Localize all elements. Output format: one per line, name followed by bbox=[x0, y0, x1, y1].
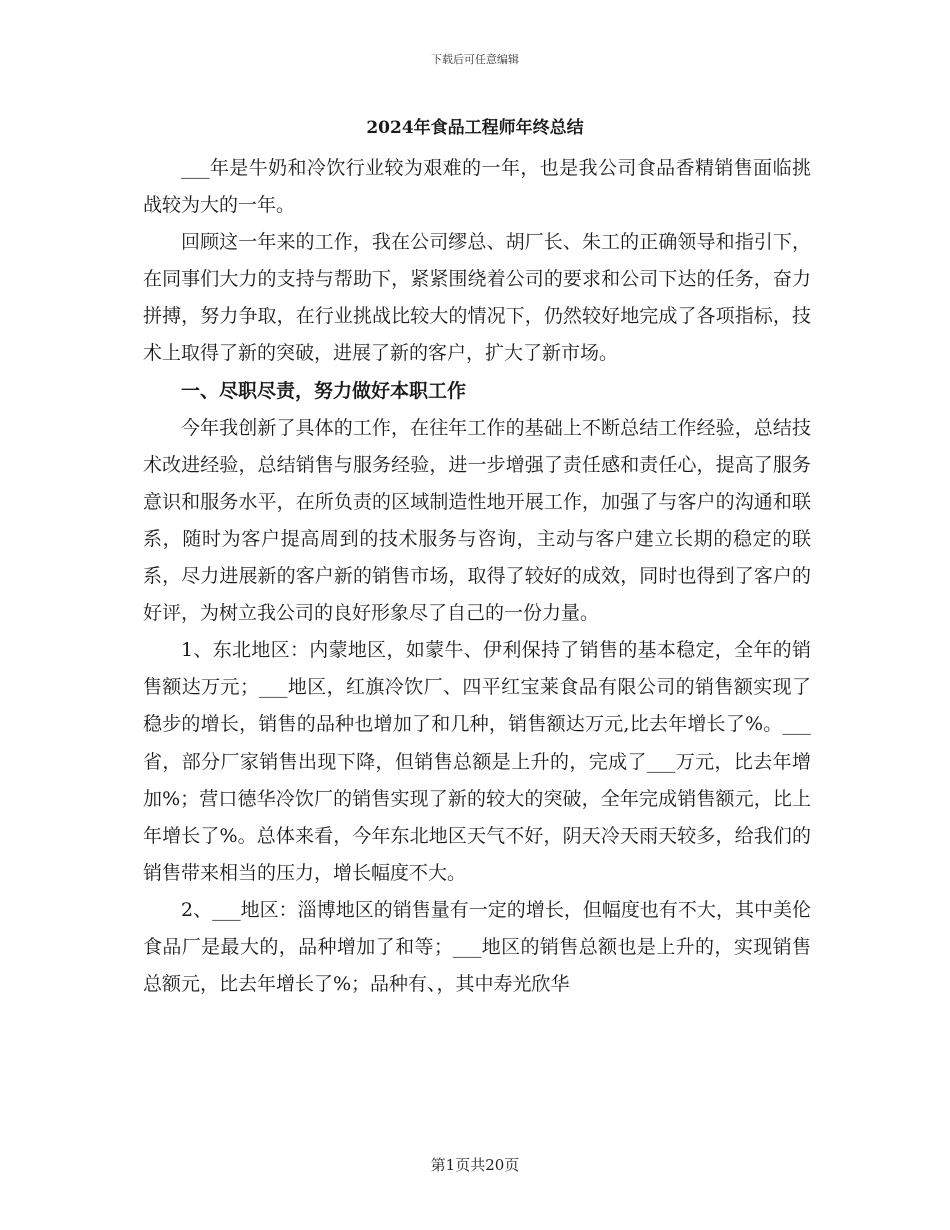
page-header-note: 下载后可任意编辑 bbox=[431, 53, 519, 66]
paragraph-northeast: 1、东北地区：内蒙地区，如蒙牛、伊利保持了销售的基本稳定，全年的销售额达万元；___地区，红旗冷饮厂、四平红宝莱食品有限公司的销售额实现了稳步的增长，销售的品种也增加了和几种，销售额达万元,比去年增长了%。___省，部分厂家销售出现下降，但销售总额是上升的，完成了___万元，比去年增加%；营口德华冷饮厂的销售实现了新的较大的突破，全年完成销售额元，比上年增长了%。总体来看，今年东北地区天气不好，阴天冷天雨天较多，给我们的销售带来相当的压力，增长幅度不大。 bbox=[143, 639, 811, 884]
document-title: 2024年食品工程师年终总结 bbox=[366, 118, 584, 138]
paragraph-work: 今年我创新了具体的工作，在往年工作的基础上不断总结工作经验，总结技术改进经验，总结销售与服务经验，进一步增强了责任感和责任心，提高了服务意识和服务水平，在所负责的区域制造性地开展工作，加强了与客户的沟通和联系，随时为客户提高周到的技术服务与咨询，主动与客户建立长期的稳定的联系，尽力进展新的客户新的销售市场，取得了较好的成效，同时也得到了客户的好评，为树立我公司的良好形象尽了自己的一份力量。 bbox=[143, 416, 811, 625]
paragraph-region-2: 2、___地区：淄博地区的销售量有一定的增长，但幅度也有不大，其中美伦食品厂是最大的，品种增加了和等；___地区的销售总额也是上升的，实现销售总额元，比去年增长了%；品种有、，其中寿光欣华 bbox=[143, 898, 811, 996]
paragraph-intro: ___年是牛奶和冷饮行业较为艰难的一年，也是我公司食品香精销售面临挑战较为大的一年。 bbox=[143, 157, 811, 217]
page-number: 第1页共20页 bbox=[430, 1156, 520, 1174]
paragraph-review: 回顾这一年来的工作，我在公司缪总、胡厂长、朱工的正确领导和指引下，在同事们大力的支持与帮助下，紧紧围绕着公司的要求和公司下达的任务，奋力拼搏，努力争取，在行业挑战比较大的情况下，仍然较好地完成了各项指标，技术上取得了新的突破，进展了新的客户，扩大了新市场。 bbox=[143, 231, 811, 365]
document-body bbox=[143, 150, 811, 1003]
section-heading: 一、尽职尽责，努力做好本职工作 bbox=[181, 379, 467, 402]
